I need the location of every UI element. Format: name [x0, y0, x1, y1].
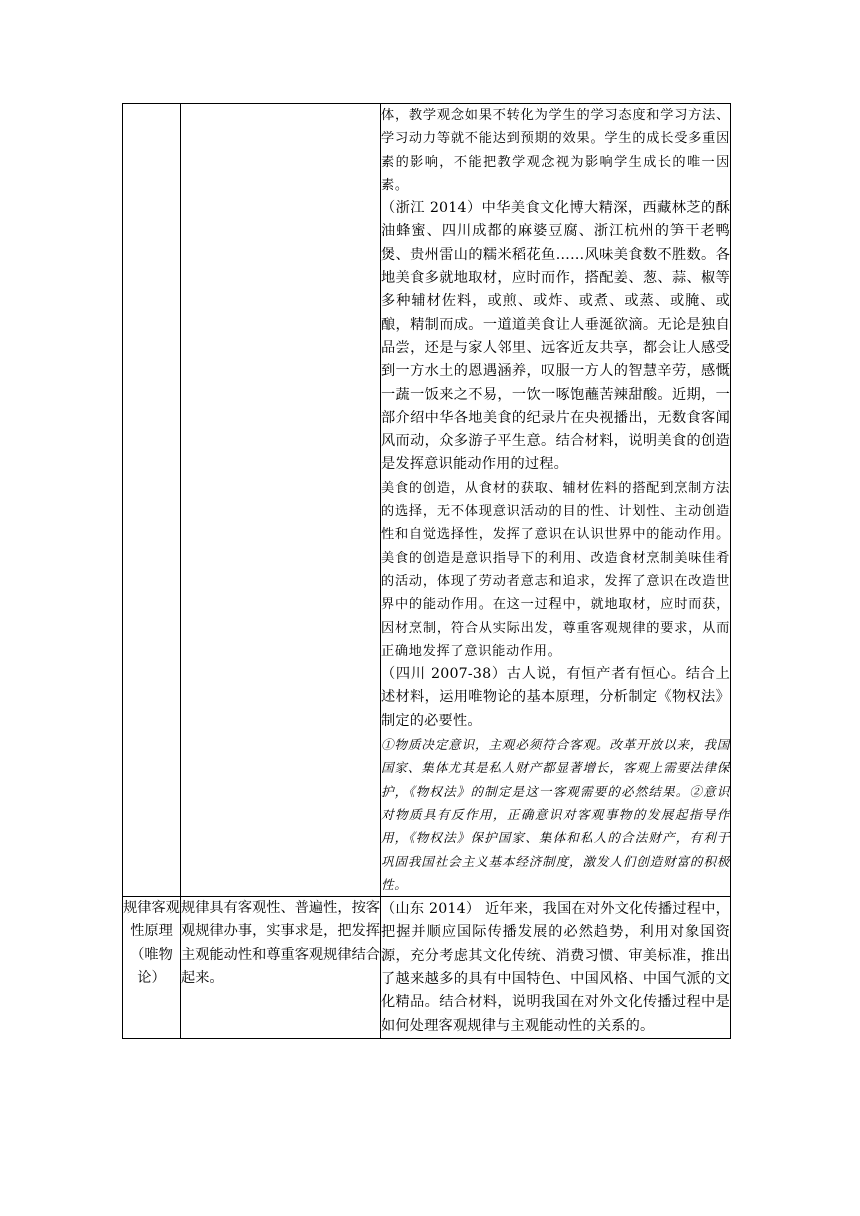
question-paragraph: （四川 2007-38）古人说，有恒产者有恒心。结合上述材料，运用唯物论的基本原理，分析制定《物权法》制定的必要性。 — [381, 666, 730, 729]
principle-content-cell — [181, 104, 381, 897]
principle-name-cell: 规律客观性原理（唯物论） — [123, 897, 181, 1039]
question-paragraph: （浙江 2014）中华美食文化博大精深，西藏林芝的酥油蜂蜜、四川成都的麻婆豆腐、浙江杭州的笋干老鸭煲、贵州雷山的糯米稻花鱼……风味美食数不胜数。各地美食多就地取材，应时而作，搭配姜、葱、蒜、椒等多种辅材佐料，或煎、或炸、或煮、或蒸、或腌、或酿，精制而成。一道道美食让人垂涎欲滴。无论是独自品尝，还是与家人邻里、远客近友共享，都会让人感受到一方水土的恩遇涵养，叹服一方人的智慧辛劳，感慨一蔬一饭来之不易，一饮一啄饱蘸苦辣甜酸。近期，一部介绍中华各地美食的纪录片在央视播出，无数食客闻风而动，众多游子平生意。结合材料，说明美食的创造是发挥意识能动作用的过程。 — [381, 200, 730, 473]
table-row — [123, 897, 731, 1039]
table-row — [123, 104, 731, 897]
answer-paragraph: 体，教学观念如果不转化为学生的学习态度和学习方法、学习动力等就不能达到预期的效果。学生的成长受多重因素的影响，不能把教学观念视为影响学生成长的唯一因素。 — [381, 108, 730, 193]
content-table — [122, 103, 731, 1039]
answer-paragraph: 美食的创造，从食材的获取、辅材佐料的搭配到烹制方法的选择，无不体现意识活动的目的性、计划性、主动创造性和自觉选择性，发挥了意识在认识世界中的能动作用。美食的创造是意识指导下的利用、改造食材烹制美味佳肴的活动，体现了劳动者意志和追求，发挥了意识在改造世界中的能动作用。在这一过程中，就地取材，应时而获，因材烹制，符合从实际出发，尊重客观规律的要求，从而正确地发挥了意识能动作用。 — [381, 480, 730, 659]
answer-paragraph: ①物质决定意识，主观必须符合客观。改革开放以来，我国国家、集体尤其是私人财产都显著增长，客观上需要法律保护，《物权法》的制定是这一客观需要的必然结果。②意识对物质具有反作用，正确意识对客观事物的发展起指导作用，《物权法》保护国家、集体和私人的合法财产，有利于巩固我国社会主义基本经济制度，激发人们创造财富的积极性。 — [381, 737, 730, 892]
example-cell — [381, 897, 731, 1039]
principle-name-cell — [123, 104, 181, 897]
principle-content-cell: 规律具有客观性、普遍性，按客观规律办事，实事求是，把发挥主观能动性和尊重客观规律结合起来。 — [181, 897, 381, 1039]
question-paragraph: （山东 2014） 近年来，我国在对外文化传播过程中，把握并顺应国际传播发展的必然趋势，利用对象国资源，充分考虑其文化传统、消费习惯、审美标准，推出了越来越多的具有中国特色、中国风格、中国气派的文化精品。结合材料，说明我国在对外文化传播过程中是如何处理客观规律与主观能动性的关系的。 — [381, 901, 730, 1034]
example-cell — [381, 104, 731, 897]
